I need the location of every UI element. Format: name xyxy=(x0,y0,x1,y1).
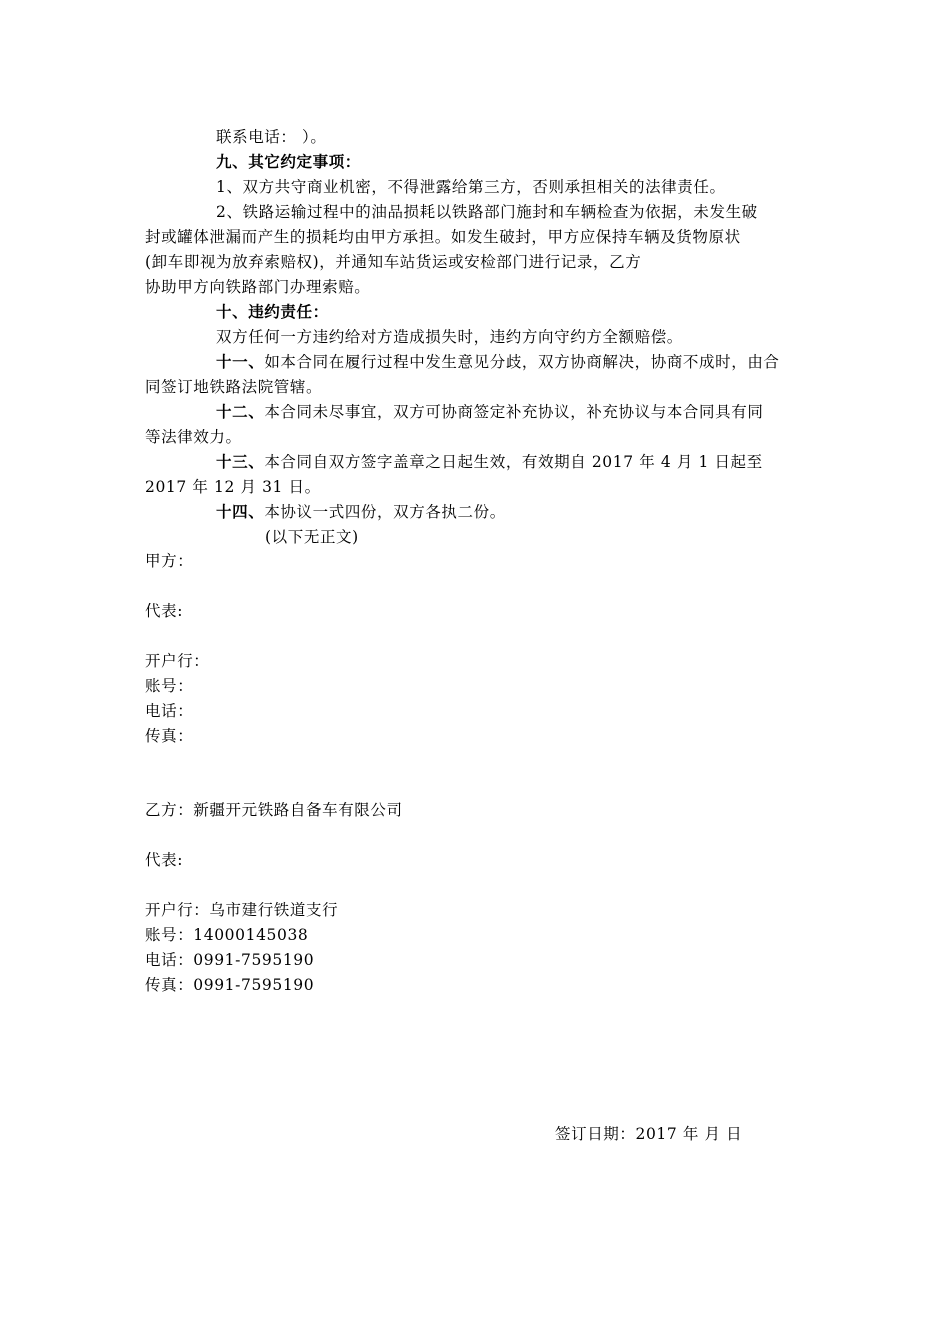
section-13-label: 十三、 xyxy=(216,452,265,471)
section-14-text: 本协议一式四份，双方各执二份。 xyxy=(264,503,506,521)
party-a-phone: 电话： xyxy=(145,702,194,720)
section-13-line-2: 2017 年 12 月 31 日。 xyxy=(145,478,321,496)
party-b-representative: 代表: xyxy=(145,851,184,869)
section-12-label: 十二、 xyxy=(216,402,265,421)
party-a-name: 甲方： xyxy=(145,552,194,570)
party-a-account: 账号： xyxy=(145,677,194,695)
section-9-item-1: 1、双方共守商业机密，不得泄露给第三方，否则承担相关的法律责任。 xyxy=(216,178,726,196)
section-9-item-2-line-4: 协助甲方向铁路部门办理索赔。 xyxy=(145,278,371,296)
section-11-label: 十一、 xyxy=(216,352,265,371)
section-13-line-1 xyxy=(216,452,763,472)
section-9-item-2-line-2: 封或罐体泄漏而产生的损耗均由甲方承担。如发生破封，甲方应保持车辆及货物原状 xyxy=(145,228,741,246)
section-14-line xyxy=(216,502,506,522)
section-9-heading: 九、其它约定事项： xyxy=(216,152,361,171)
party-a-representative: 代表: xyxy=(145,602,184,620)
section-11-line-2: 同签订地铁路法院管辖。 xyxy=(145,378,323,396)
signing-date: 签订日期：2017 年 月 日 xyxy=(555,1125,743,1143)
party-b-phone: 电话：0991-7595190 xyxy=(145,951,315,969)
party-b-name: 乙方：新疆开元铁路自备车有限公司 xyxy=(145,801,403,819)
end-of-text-note: (以下无正文) xyxy=(265,528,359,546)
party-a-bank: 开户行： xyxy=(145,652,210,670)
section-9-item-2-line-3: (卸车即视为放弃索赔权)，并通知车站货运或安检部门进行记录，乙方 xyxy=(145,253,642,271)
section-12-line-1 xyxy=(216,402,763,422)
section-10-heading: 十、违约责任： xyxy=(216,302,329,321)
contact-phone-line: 联系电话： ）。 xyxy=(216,128,327,146)
section-9-item-2-line-1: 2、铁路运输过程中的油品损耗以铁路部门施封和车辆检查为依据，未发生破 xyxy=(216,203,758,221)
section-12-text: 本合同未尽事宜，双方可协商签定补充协议，补充协议与本合同具有同 xyxy=(264,403,764,421)
section-11-line-1 xyxy=(216,352,780,372)
section-13-text: 本合同自双方签字盖章之日起生效，有效期自 2017 年 4 月 1 日起至 xyxy=(264,453,763,471)
section-14-label: 十四、 xyxy=(216,502,265,521)
section-10-text: 双方任何一方违约给对方造成损失时，违约方向守约方全额赔偿。 xyxy=(216,328,683,346)
party-a-fax: 传真： xyxy=(145,727,194,745)
party-b-bank: 开户行：乌市建行铁道支行 xyxy=(145,901,339,919)
party-b-account: 账号：14000145038 xyxy=(145,926,309,944)
party-b-fax: 传真：0991-7595190 xyxy=(145,976,315,994)
section-12-line-2: 等法律效力。 xyxy=(145,428,242,446)
section-11-text: 如本合同在履行过程中发生意见分歧，双方协商解决，协商不成时，由合 xyxy=(264,353,780,371)
